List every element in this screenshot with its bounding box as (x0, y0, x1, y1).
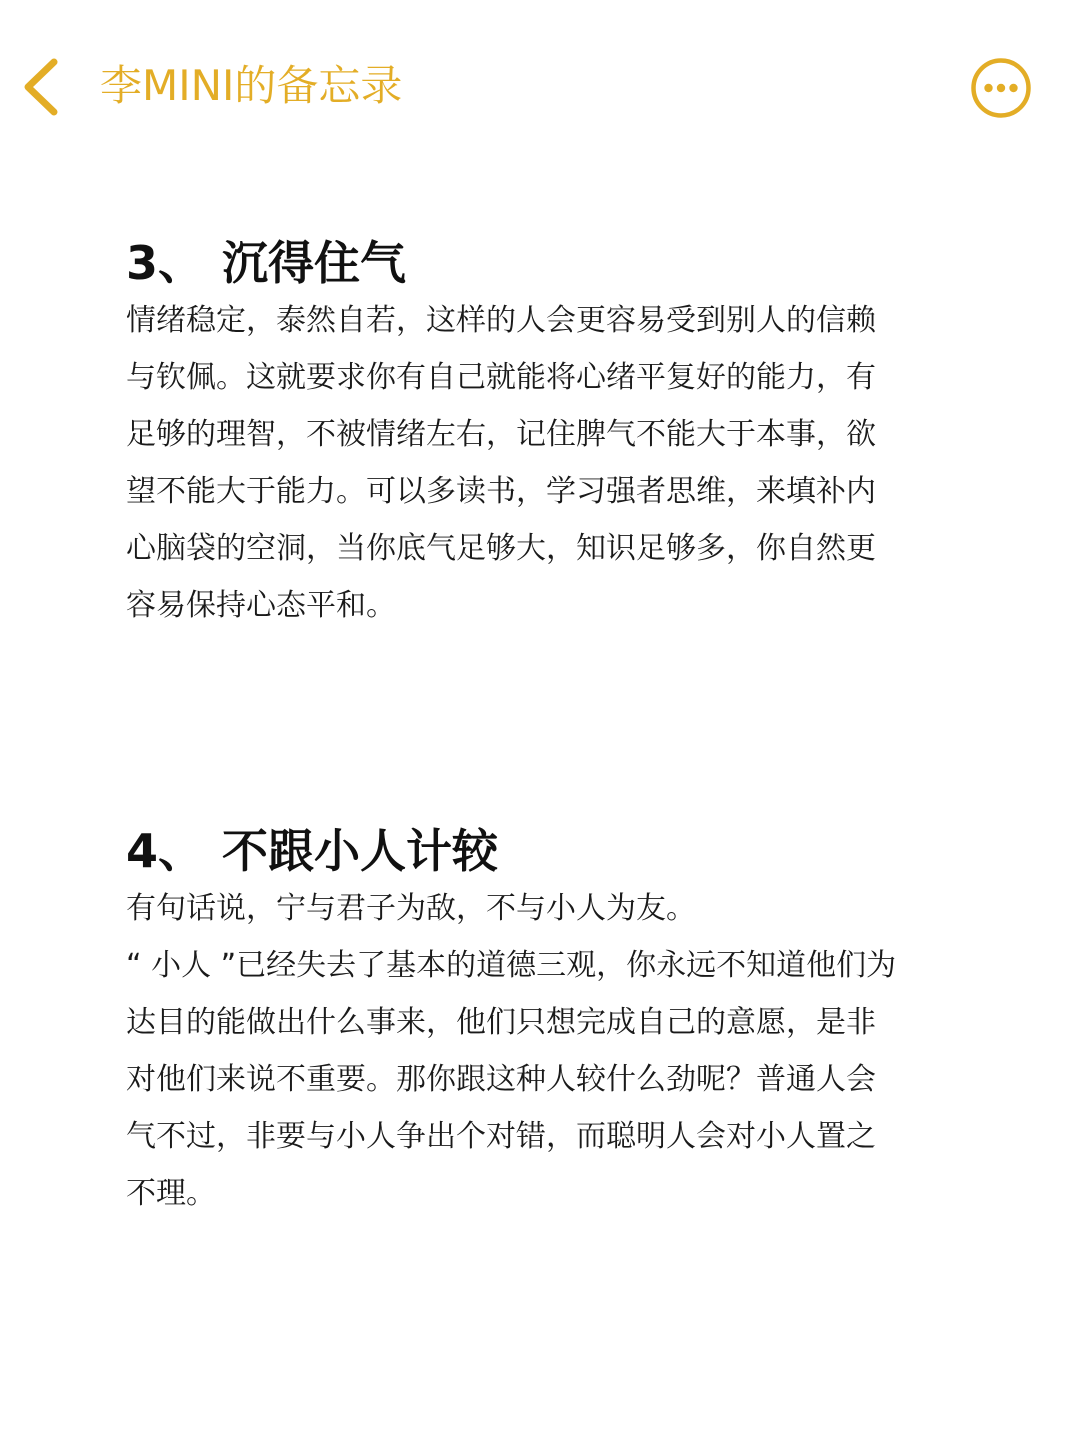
more-options-button[interactable] (970, 57, 1032, 119)
body-line: 对他们来说不重要。那你跟这种人较什么劲呢？普通人会 (126, 1062, 876, 1097)
chevron-left-icon (14, 52, 70, 122)
body-line: 达目的能做出什么事来，他们只想完成自己的意愿，是非 (126, 1005, 876, 1040)
back-button[interactable] (14, 52, 70, 122)
section-number: 3、 (126, 236, 205, 290)
body-line: 心脑袋的空洞，当你底气足够大，知识足够多，你自然更 (126, 531, 876, 566)
section-title: 不跟小人计较 (222, 824, 498, 878)
section-heading (126, 816, 1026, 880)
body-line: “ 小人 ”已经失去了基本的道德三观，你永远不知道他们为 (126, 948, 897, 983)
top-bar (0, 0, 1080, 175)
section-title: 沉得住气 (222, 236, 406, 290)
body-line: 容易保持心态平和。 (126, 588, 396, 623)
section-4 (126, 816, 1026, 1222)
section-heading (126, 228, 1026, 292)
body-line: 足够的理智，不被情绪左右，记住脾气不能大于本事，欲 (126, 417, 876, 452)
section-body (126, 292, 1026, 634)
body-line: 与钦佩。这就要求你有自己就能将心绪平复好的能力，有 (126, 360, 876, 395)
section-3 (126, 228, 1026, 634)
section-body (126, 880, 1026, 1222)
section-number: 4、 (126, 824, 205, 878)
more-horizontal-icon (970, 57, 1032, 119)
body-line: 气不过，非要与小人争出个对错，而聪明人会对小人置之 (126, 1119, 876, 1154)
body-line: 不理。 (126, 1176, 216, 1211)
body-line: 有句话说，宁与君子为敌，不与小人为友。 (126, 891, 696, 926)
body-line: 情绪稳定，泰然自若，这样的人会更容易受到别人的信赖 (126, 303, 876, 338)
body-line: 望不能大于能力。可以多读书，学习强者思维，来填补内 (126, 474, 876, 509)
page-title: 李MINI的备忘录 (100, 61, 403, 110)
